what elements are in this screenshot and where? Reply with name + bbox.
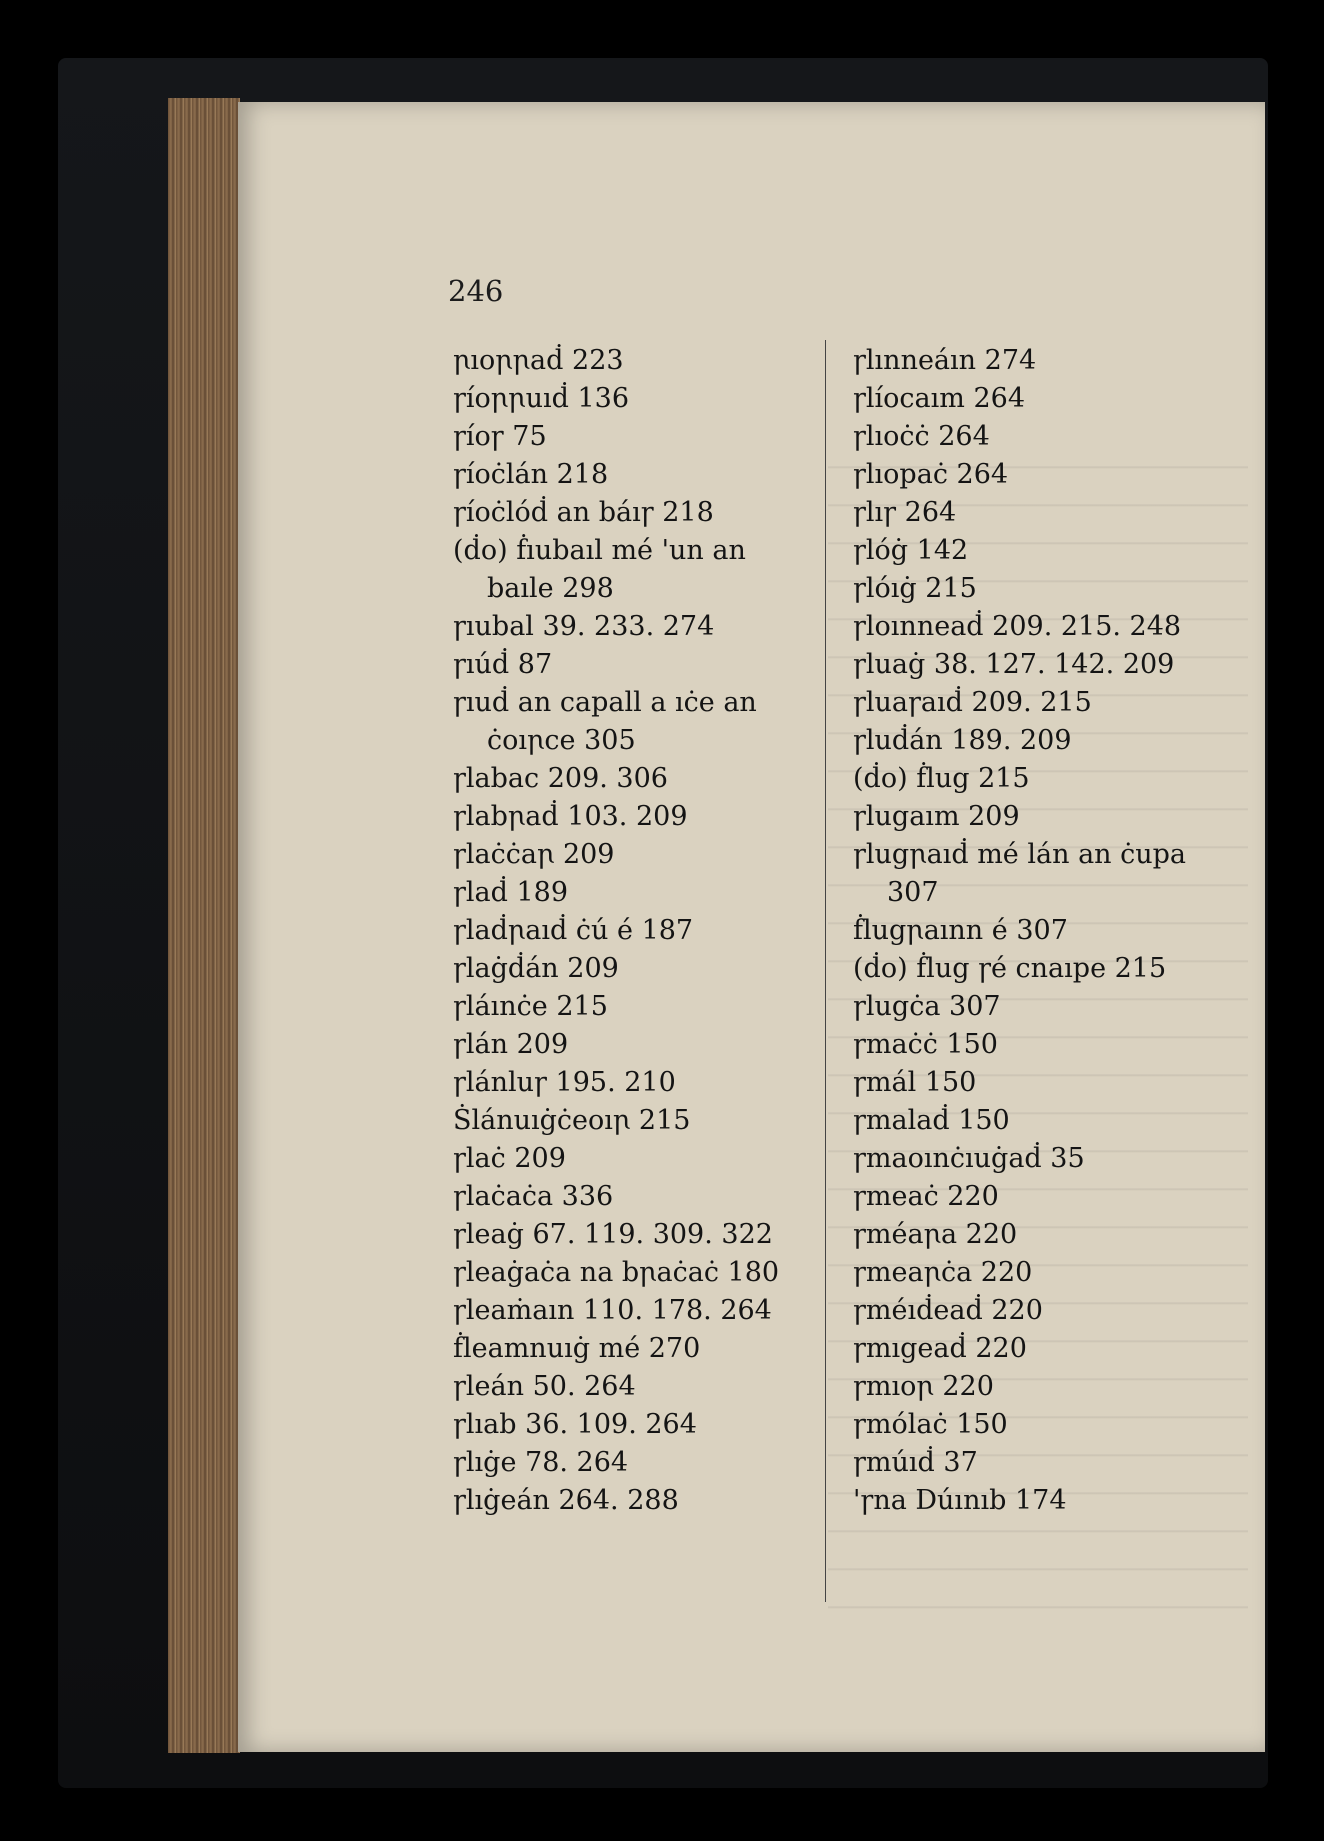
index-entry: ꞅlaċ 209 — [453, 1143, 566, 1174]
index-entry: ꞅmıgeaḋ 220 — [853, 1333, 1027, 1364]
index-entry: ꞅluaꞅaıḋ 209. 215 — [853, 687, 1092, 718]
index-entry: ꞅlaċaċa 336 — [453, 1181, 614, 1212]
index-entry: ꞅlán 209 — [453, 1029, 569, 1060]
index-entry: ꞅméıḋeaḋ 220 — [853, 1295, 1043, 1326]
index-entry: ꞅmalaḋ 150 — [853, 1105, 1010, 1136]
index-entry: ꞅıúḋ 87 — [453, 649, 553, 680]
index-entry: ꞅíoꞃꞃuıḋ 136 — [453, 383, 630, 414]
index-entry: ꞅlugċa 307 — [853, 991, 1001, 1022]
index-entry: ꞅmeaċ 220 — [853, 1181, 999, 1212]
index-entry: ꞅıuḋ an capall a ıċe an — [453, 687, 757, 718]
index-entry: ꞅíoꞅ 75 — [453, 421, 547, 452]
index-entry: ꞃıoꞃꞃaḋ 223 — [453, 345, 624, 376]
index-entry: baıle 298 — [487, 573, 614, 604]
index-entry: ꞅlugꞃaıḋ mé lán an ċupa — [853, 839, 1187, 870]
index-entry: ꞅlaċċaꞃ 209 — [453, 839, 615, 870]
index-entry: ꞅmaċċ 150 — [853, 1029, 998, 1060]
index-entry: 'ꞅna Dúınıb 174 — [853, 1485, 1067, 1516]
index-entry: ꞅmólaċ 150 — [853, 1409, 1008, 1440]
index-entry: ꞅláınċe 215 — [453, 991, 608, 1022]
index-entry: ꞅlóġ 142 — [853, 535, 969, 566]
index-entry: ꞅlıab 36. 109. 264 — [453, 1409, 697, 1440]
page-number: 246 — [448, 274, 504, 308]
index-entry: ꞅluaġ 38. 127. 142. 209 — [853, 649, 1175, 680]
index-entry: ꞅleaġaċa na bꞃaċaċ 180 — [453, 1257, 780, 1288]
index-entry: ꞅmál 150 — [853, 1067, 977, 1098]
index-entry: ꞅmeaꞃċa 220 — [853, 1257, 1033, 1288]
page-edges — [168, 98, 240, 1753]
index-entry: ꞅleaġ 67. 119. 309. 322 — [453, 1219, 773, 1250]
index-entry: ꞅıubal 39. 233. 274 — [453, 611, 715, 642]
index-entry: ꞅlíocaım 264 — [853, 383, 1026, 414]
index-entry: ꞅlıopaċ 264 — [853, 459, 1009, 490]
index-entry: ꞅmúıḋ 37 — [853, 1447, 978, 1478]
index-entry: ꞅíoċlóḋ an báıꞅ 218 — [453, 497, 714, 528]
index-entry: ꞅlıġeán 264. 288 — [453, 1485, 679, 1516]
index-entry: 307 — [887, 877, 939, 908]
index-entry: ꞅlaġḋán 209 — [453, 953, 619, 984]
book-page — [238, 102, 1265, 1752]
index-entry: ꞅloınneaḋ 209. 215. 248 — [853, 611, 1182, 642]
index-entry: ꞅlugaım 209 — [853, 801, 1020, 832]
index-entry: ꞅleaṁaın 110. 178. 264 — [453, 1295, 772, 1326]
index-entry: ꞅlóıġ 215 — [853, 573, 977, 604]
index-entry: ꞅluḋán 189. 209 — [853, 725, 1072, 756]
index-entry: ꞅleán 50. 264 — [453, 1371, 636, 1402]
index-entry: ꞅíoċlán 218 — [453, 459, 609, 490]
index-column-right — [853, 342, 1253, 1520]
index-entry: ċoıꞃce 305 — [487, 725, 636, 756]
index-entry: ꞅlıġe 78. 264 — [453, 1447, 629, 1478]
index-entry: ꞅmaoınċıuġaḋ 35 — [853, 1143, 1085, 1174]
index-entry: (ḋo) ḟlug ꞅé cnaıpe 215 — [853, 953, 1167, 984]
index-entry: (ḋo) ḟıubaıl mé 'un an — [453, 535, 746, 566]
index-entry: ꞅméaꞃa 220 — [853, 1219, 1018, 1250]
index-entry: ꞅlıoċċ 264 — [853, 421, 990, 452]
index-entry: ꞅlánluꞅ 195. 210 — [453, 1067, 676, 1098]
index-entry: ḟleamnuıġ mé 270 — [453, 1333, 701, 1364]
index-entry: ꞅlınneáın 274 — [853, 345, 1037, 376]
index-entry: ꞅlaḋꞃaıḋ ċú é 187 — [453, 915, 694, 946]
index-entry: ꞅlaḋ 189 — [453, 877, 569, 908]
index-entry: Ṡlánuıġċeoıꞃ 215 — [453, 1105, 691, 1136]
index-entry: (ḋo) ḟlug 215 — [853, 763, 1030, 794]
index-entry: ꞅlabac 209. 306 — [453, 763, 668, 794]
index-entry: ḟlugꞃaınn é 307 — [853, 915, 1068, 946]
index-entry: ꞅlabꞃaḋ 103. 209 — [453, 801, 688, 832]
index-entry: ꞅmıoꞃ 220 — [853, 1371, 994, 1402]
index-entry: ꞅlıꞅ 264 — [853, 497, 957, 528]
